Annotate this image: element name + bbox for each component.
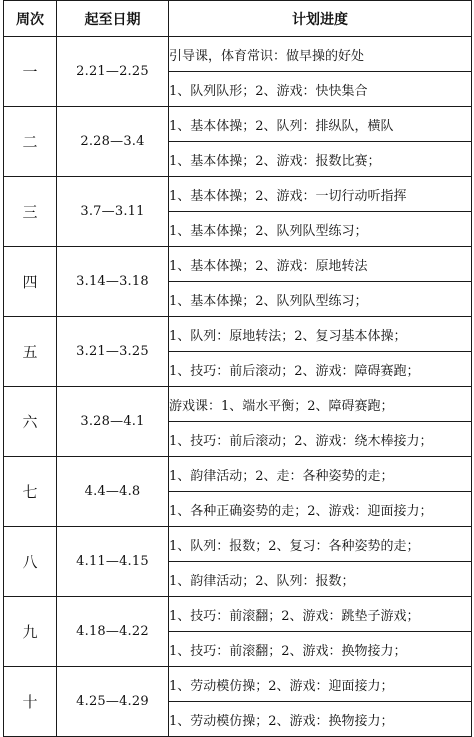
plan-cell: 1、韵律活动；2、队列：报数；	[169, 562, 472, 597]
table-row	[4, 597, 472, 632]
plan-cell: 1、基本体操；2、队列：排纵队，横队	[169, 107, 472, 142]
date-cell: 3.14—3.18	[57, 247, 169, 317]
week-cell: 五	[4, 317, 57, 387]
plan-cell: 1、基本体操；2、游戏：一切行动听指挥	[169, 177, 472, 212]
week-cell: 二	[4, 107, 57, 177]
header-plan: 计划进度	[169, 1, 472, 37]
plan-cell: 1、技巧：前后滚动；2、游戏：障碍赛跑；	[169, 352, 472, 387]
date-cell: 4.4—4.8	[57, 457, 169, 527]
date-cell: 4.25—4.29	[57, 667, 169, 737]
week-cell: 九	[4, 597, 57, 667]
week-cell: 八	[4, 527, 57, 597]
plan-cell: 1、劳动模仿操；2、游戏：迎面接力；	[169, 667, 472, 702]
table-row	[4, 177, 472, 212]
date-cell: 3.7—3.11	[57, 177, 169, 247]
plan-cell: 1、劳动模仿操；2、游戏：换物接力；	[169, 702, 472, 737]
date-cell: 2.21—2.25	[57, 37, 169, 107]
schedule-table	[3, 0, 472, 737]
table-row	[4, 37, 472, 72]
plan-cell: 1、韵律活动；2、走：各种姿势的走；	[169, 457, 472, 492]
week-cell: 七	[4, 457, 57, 527]
plan-cell: 1、技巧：前滚翻；2、游戏：跳垫子游戏；	[169, 597, 472, 632]
plan-cell: 引导课，体育常识：做早操的好处	[169, 37, 472, 72]
table-row	[4, 527, 472, 562]
plan-cell: 1、基本体操；2、队列队型练习；	[169, 282, 472, 317]
date-cell: 4.18—4.22	[57, 597, 169, 667]
week-cell: 六	[4, 387, 57, 457]
week-cell: 四	[4, 247, 57, 317]
plan-cell: 游戏课：1、端水平衡；2、障碍赛跑；	[169, 387, 472, 422]
plan-cell: 1、队列：原地转法；2、复习基本体操；	[169, 317, 472, 352]
table-row	[4, 317, 472, 352]
date-cell: 2.28—3.4	[57, 107, 169, 177]
date-cell: 4.11—4.15	[57, 527, 169, 597]
plan-cell: 1、队列队形；2、游戏：快快集合	[169, 72, 472, 107]
date-cell: 3.28—4.1	[57, 387, 169, 457]
date-cell: 3.21—3.25	[57, 317, 169, 387]
week-cell: 一	[4, 37, 57, 107]
plan-cell: 1、基本体操；2、队列队型练习；	[169, 212, 472, 247]
table-row	[4, 107, 472, 142]
plan-cell: 1、各种正确姿势的走；2、游戏：迎面接力；	[169, 492, 472, 527]
table-row	[4, 247, 472, 282]
plan-cell: 1、技巧：前后滚动；2、游戏：绕木棒接力；	[169, 422, 472, 457]
week-cell: 三	[4, 177, 57, 247]
plan-cell: 1、队列：报数；2、复习：各种姿势的走；	[169, 527, 472, 562]
header-row	[4, 1, 472, 37]
plan-cell: 1、基本体操；2、游戏：原地转法	[169, 247, 472, 282]
week-cell: 十	[4, 667, 57, 737]
table-row	[4, 387, 472, 422]
plan-cell: 1、基本体操；2、游戏：报数比赛；	[169, 142, 472, 177]
header-week: 周次	[4, 1, 57, 37]
table-row	[4, 667, 472, 702]
plan-cell: 1、技巧：前滚翻；2、游戏：换物接力；	[169, 632, 472, 667]
header-date: 起至日期	[57, 1, 169, 37]
table-row	[4, 457, 472, 492]
